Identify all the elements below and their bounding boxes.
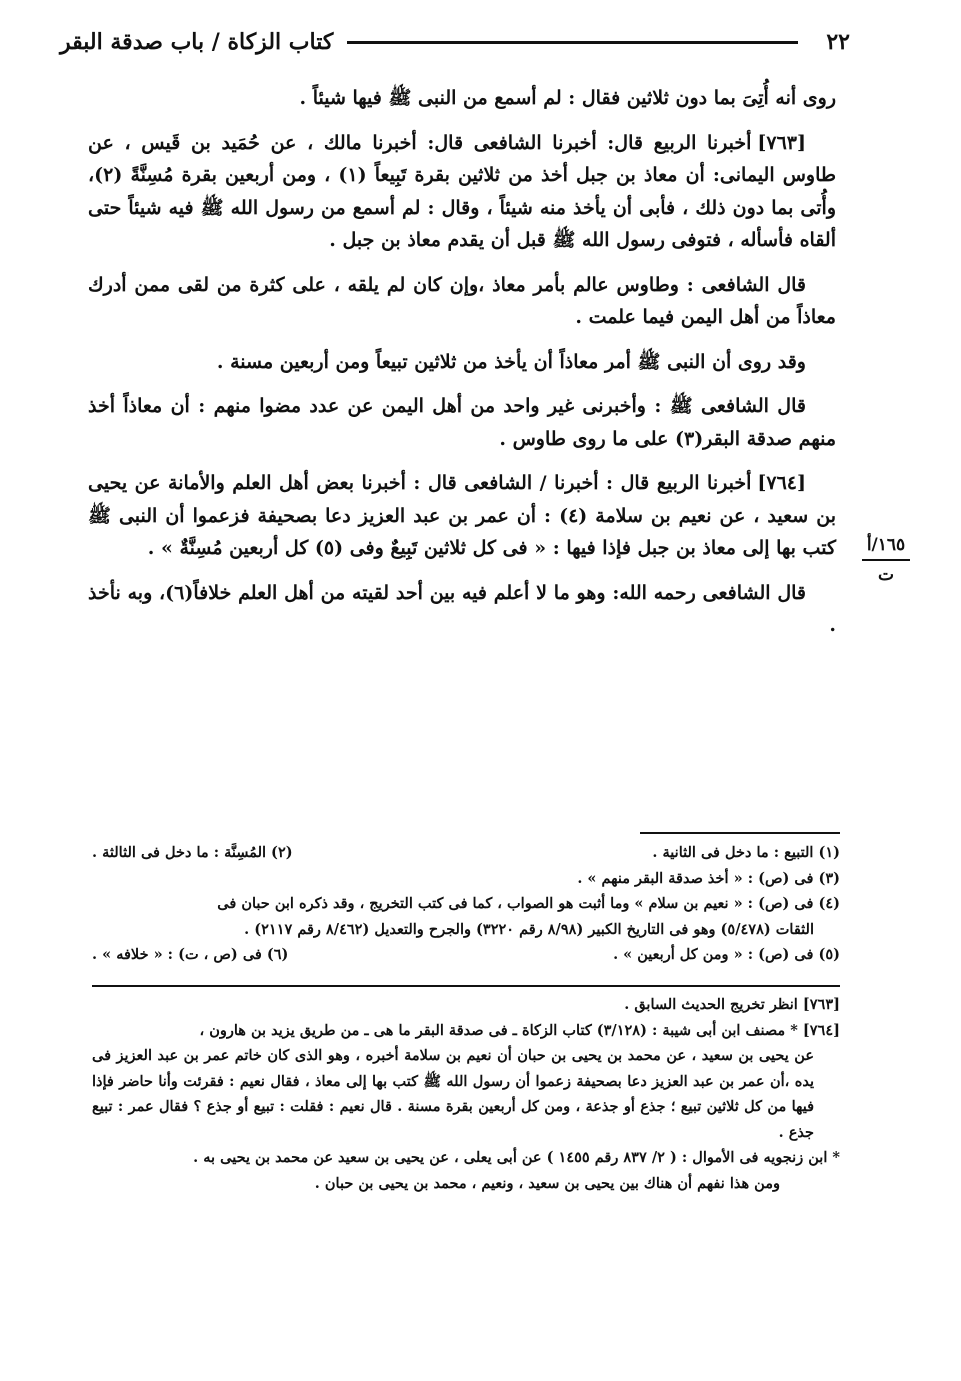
main-text [88, 82, 836, 654]
hadith-763-text: أخبرنا الربيع قال: أخبرنا الشافعى قال: أخبرنا مالك ، عن حُمَيد بن قَيس ، عن طاوس اليمانى: أن معاذ بن جبل أخذ من ثلاثين بقرة تَبِيعاً (١) ، ومن أربعين بقرة مُسِنَّةً (٢)، وأُتى بما دون ذلك ، فأبى أن يأخذ منه شيئاً ، وقال : لم أسمع من رسول الله ﷺ فيه شيئاً حتى ألقاه فأسأله ، فتوفى رسول الله ﷺ قبل أن يقدم معاذ بن جبل . [88, 131, 837, 251]
manuscript-siglum: ت [877, 565, 894, 585]
footnote-4-continued: الثقات (٥/٤٧٨) وهو فى التاريخ الكبير (٨/٩٨ رقم ٣٢٢٠) والجرح والتعديل (٨/٤٦٢ رقم ٢١١٧) . [244, 920, 814, 938]
footnote-row [92, 942, 840, 968]
speaker-lead: قال الشافعى رحمه الله: [612, 581, 806, 604]
running-title: كتاب الزكاة / باب صدقة البقر [60, 29, 334, 55]
takhrij-764-source-2: * ابن زنجويه فى الأموال : ( ٢/ ٨٣٧ رقم ١٤٥٥ ) عن أبى يعلى ، عن يحيى بن سعيد عن محمد بن يحيى به . [193, 1149, 840, 1166]
page-header [60, 22, 850, 62]
footnote-3: (٣) فى (ص) : « أخذ صدقة البقر منهم » . [577, 869, 840, 887]
hadith-number-764: [٧٦٤] [757, 472, 806, 494]
folio-number: ١٦٥/أ [866, 535, 906, 555]
folio-rule [862, 559, 910, 561]
paragraph-shafii-2 [88, 390, 836, 455]
speaker-lead: قال الشافعى ﷺ : [654, 395, 806, 417]
speaker-lead: قال الشافعى : [686, 273, 806, 296]
hadith-764-text: أخبرنا الربيع قال : أخبرنا / الشافعى قال : أخبرنا بعض أهل العلم والأمانة عن يحيى بن سعيد ، عن نعيم بن سلامة (٤) : أن عمر بن عبد العزيز دعا بصحيفة فزعموا أن النبى ﷺ كتب بها إلى معاذ بن جبل فإذا فيها : « فى كل ثلاثين تَبِيعٌ وفى (٥) كل أربعين مُسِنَّةٌ » . [88, 472, 836, 559]
footnote-5: (٥) فى (ص) : « ومن كل أربعين » . [613, 946, 840, 963]
margin-folio-note [856, 535, 916, 585]
takhrij-763: [٧٦٣] انظر تخريج الحديث السابق . [624, 996, 840, 1013]
takhrij-separator [92, 985, 840, 987]
footnote-6: (٦) فى (ص ، ت) : « خلافه » . [92, 946, 289, 963]
footnotes [92, 840, 840, 968]
header-rule [347, 41, 798, 44]
hadith-number-763: [٧٦٣] [757, 131, 806, 154]
footnote-1: (١) التبيع : ما دخل فى الثانية . [652, 844, 840, 861]
footnote-2: (٢) المُسِنَّة : ما دخل فى الثالثة . [92, 844, 293, 861]
takhrij-764-continued: عن يحيى بن سعيد ، عن محمد بن يحيى بن حبان أن نعيم بن سلامة أخبره ، وهو الذى كان خاتم عمر بن عبد العزيز فى يده ،أن عمر بن عبد العزيز دعا بصحيفة زعموا أن رسول الله ﷺ كتب بها إلى معاذ ، فقال نعيم : فقرئت وأنا حاضر فإذا فيها من كل ثلاثين تبيع ؛ جذع أو جذعة ، ومن كل أربعين بقرة مسنة . قال نعيم : فقلت : تبيع أو جذع ؟ فقال عمر : تبيع جذع . [92, 1047, 814, 1141]
paragraph-0: روى أنه أُتِىَ بما دون ثلاثين فقال : لم أسمع من النبى ﷺ فيها شيئاً . [299, 87, 836, 109]
takhrij-notes [92, 992, 840, 1196]
paragraph-763 [88, 127, 836, 257]
footnote-separator [640, 832, 840, 834]
paragraph-764 [88, 467, 836, 565]
shafii-1-text: وطاوس عالم بأمر معاذ ،وإن كان لم يلقه ، على كثرة من لقى ممن أدرك معاذاً من أهل اليمن فيما علمت . [88, 273, 836, 328]
footnote-4: (٤) فى (ص) : « نعيم بن سلام » وما أثبت هو الصواب ، كما فى كتب التخريج ، وقد ذكره ابن حبان فى [217, 895, 840, 912]
takhrij-764: [٧٦٤] * مصنف ابن أبى شيبة : (٣/١٢٨) كتاب الزكاة ـ فى صدقة البقر ما هى ـ من طريق يزيد بن هارون ، [199, 1021, 840, 1039]
paragraph-narration: وقد روى أن النبى ﷺ أمر معاذاً أن يأخذ من ثلاثين تبيعاً ومن أربعين مسنة . [216, 350, 806, 373]
paragraph-shafii-3 [88, 577, 836, 642]
shafii-3-text: وهو ما لا أعلم فيه بين أحد لقيته من أهل العلم خلافاً(٦)، وبه نأخذ . [88, 581, 836, 636]
footnote-row [92, 840, 840, 866]
page-number: ٢٢ [826, 29, 850, 55]
shafii-2-text: وأخبرنى غير واحد من أهل اليمن عن عدد مضوا منهم : أن معاذاً أخذ منهم صدقة البقر(٣) على ما روى طاوس . [88, 395, 836, 450]
takhrij-764-comment: ومن هذا نفهم أن هناك بين يحيى بن سعيد ، ونعيم ، محمد بن يحيى بن حبان . [314, 1174, 780, 1192]
paragraph-shafii-1 [88, 269, 836, 334]
